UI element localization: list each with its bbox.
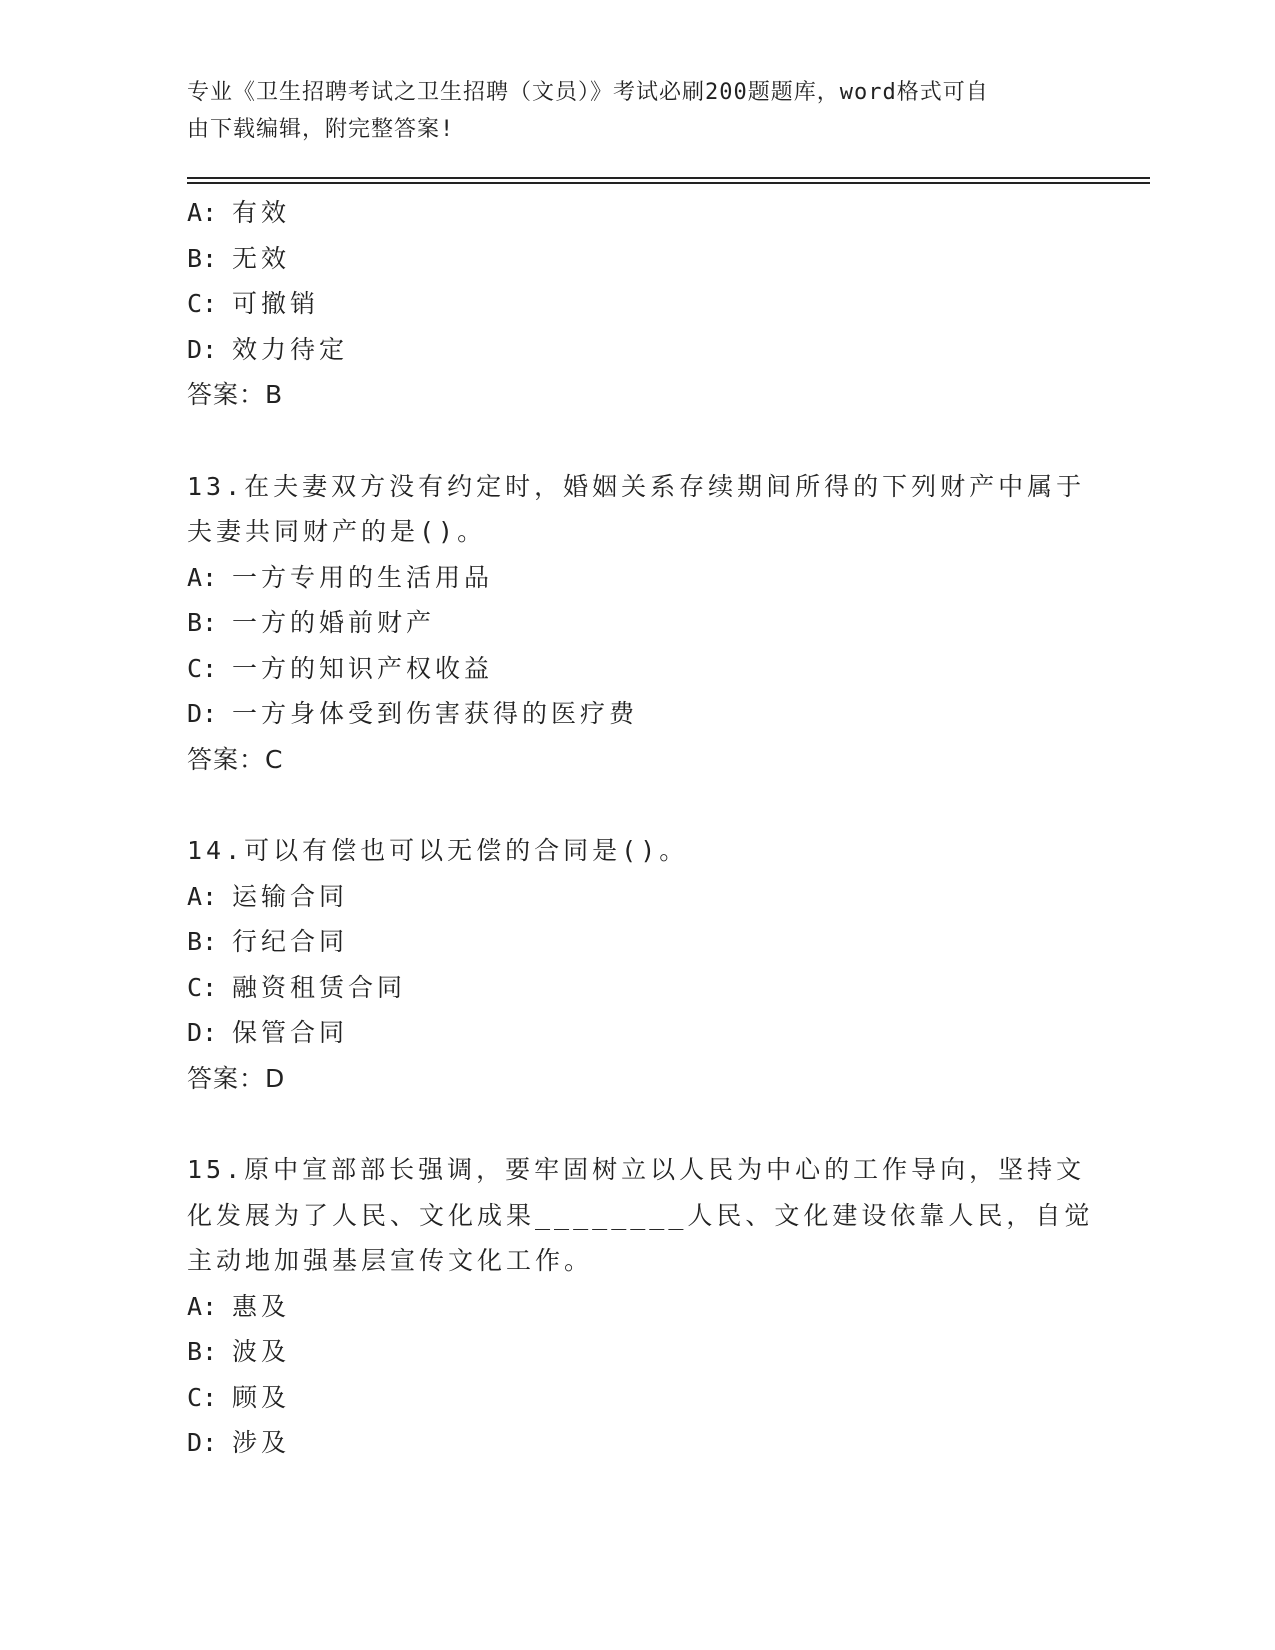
option-letter: A: <box>187 198 218 227</box>
option-d <box>187 1010 1087 1056</box>
option-text: 顾及 <box>232 1382 291 1412</box>
option-text: 惠及 <box>232 1291 291 1321</box>
option-c <box>187 1375 1087 1421</box>
option-d <box>187 327 1087 373</box>
option-text: 有效 <box>232 198 291 227</box>
option-letter: B: <box>187 927 218 956</box>
question-text-line-1: 15.原中宣部部长强调，要牢固树立以人民为中心的工作导向，坚持文 <box>187 1155 1086 1184</box>
option-d <box>187 1420 1087 1466</box>
option-a <box>187 555 1087 601</box>
option-text: 行纪合同 <box>232 927 349 956</box>
option-text: 保管合同 <box>232 1018 349 1047</box>
option-b <box>187 600 1087 646</box>
spacer <box>187 782 1087 828</box>
option-b <box>187 236 1087 282</box>
spacer <box>187 418 1087 464</box>
option-c <box>187 646 1087 692</box>
option-a <box>187 1284 1087 1330</box>
option-text: 运输合同 <box>232 881 349 911</box>
option-text: 无效 <box>232 243 291 273</box>
option-text: 一方身体受到伤害获得的医疗费 <box>232 699 639 728</box>
option-text: 一方专用的生活用品 <box>232 562 494 592</box>
option-letter: C: <box>187 289 218 318</box>
option-text: 一方的婚前财产 <box>232 608 436 637</box>
option-d <box>187 691 1087 737</box>
document-header <box>187 74 1067 148</box>
option-a <box>187 190 1087 236</box>
option-c <box>187 965 1087 1011</box>
answer-line: 答案：C <box>187 744 284 774</box>
option-letter: C: <box>187 653 218 683</box>
option-letter: C: <box>187 972 218 1002</box>
header-line-2: 由下载编辑，附完整答案! <box>187 117 455 142</box>
question-list <box>187 190 1094 1466</box>
option-text: 效力待定 <box>232 334 349 364</box>
option-text: 融资租赁合同 <box>232 972 407 1002</box>
question-text-line-1: 14.可以有偿也可以无偿的合同是()。 <box>187 836 689 865</box>
option-letter: B: <box>187 1337 218 1366</box>
answer-line: 答案：D <box>187 1063 286 1093</box>
option-letter: A: <box>187 1291 218 1321</box>
option-letter: D: <box>187 699 218 728</box>
question-text-line-2: 化发展为了人民、文化成果________人民、文化建设依靠人民，自觉 <box>187 1200 1094 1230</box>
option-text: 涉及 <box>232 1428 291 1457</box>
question-text-line-3: 主动地加强基层宣传文化工作。 <box>187 1246 594 1275</box>
option-c <box>187 281 1087 327</box>
option-letter: D: <box>187 334 218 364</box>
question-text-line-1: 13.在夫妻双方没有约定时，婚姻关系存续期间所得的下列财产中属于 <box>187 471 1086 501</box>
header-divider-bottom <box>187 182 1150 184</box>
option-text: 波及 <box>232 1337 291 1366</box>
option-text: 一方的知识产权收益 <box>232 653 494 683</box>
question-12 <box>187 190 1087 418</box>
question-15 <box>187 1147 1094 1466</box>
option-letter: D: <box>187 1018 218 1047</box>
option-b <box>187 919 1087 965</box>
option-letter: A: <box>187 881 218 911</box>
option-letter: D: <box>187 1428 218 1457</box>
question-13 <box>187 464 1087 783</box>
question-text-line-2: 夫妻共同财产的是()。 <box>187 517 487 546</box>
option-letter: C: <box>187 1382 218 1412</box>
spacer <box>187 1101 1087 1147</box>
answer-line: 答案：B <box>187 380 284 409</box>
option-text: 可撤销 <box>232 289 320 318</box>
question-14 <box>187 828 1087 1101</box>
option-letter: A: <box>187 562 218 592</box>
option-letter: B: <box>187 243 218 273</box>
option-letter: B: <box>187 608 218 637</box>
header-line-1: 专业《卫生招聘考试之卫生招聘（文员）》考试必刷200题题库，word格式可自 <box>187 80 989 105</box>
option-a <box>187 874 1087 920</box>
header-divider-top <box>187 177 1150 179</box>
option-b <box>187 1329 1087 1375</box>
